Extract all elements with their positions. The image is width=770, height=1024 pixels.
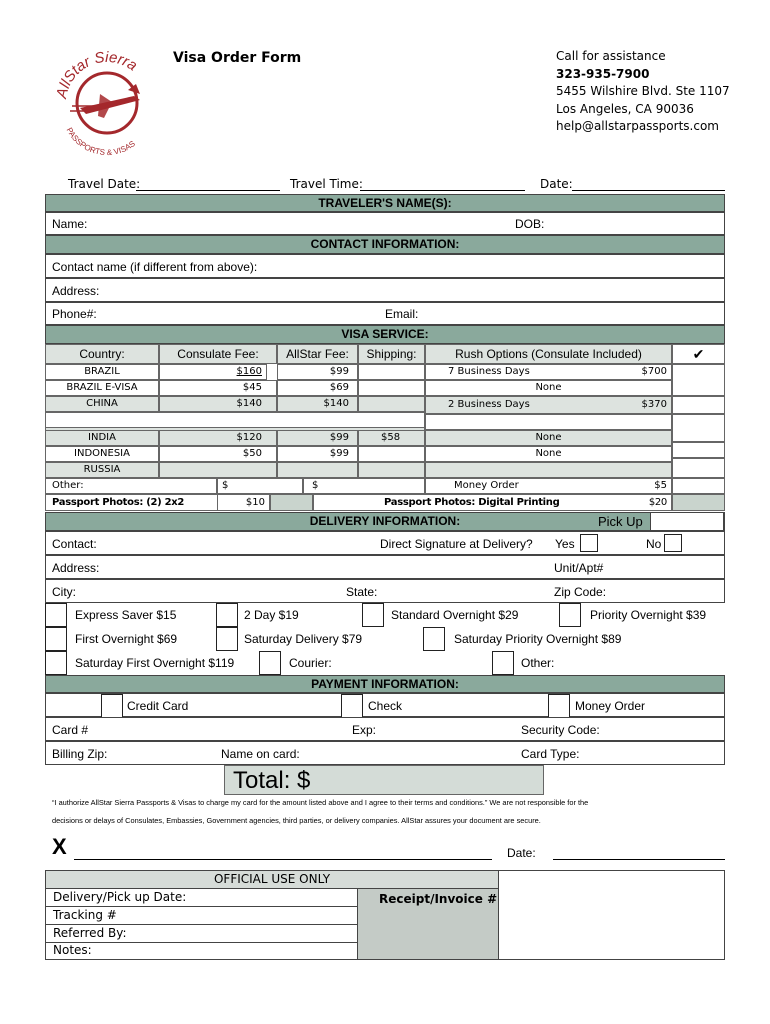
- col-check: ✔: [672, 344, 725, 364]
- official-line-notes[interactable]: Notes:: [53, 943, 92, 957]
- row-china-rush[interactable]: 2 Business Days $370: [425, 396, 672, 414]
- delivery-contact-row[interactable]: [45, 531, 725, 555]
- delivery-header: DELIVERY INFORMATION:: [45, 512, 725, 531]
- signature-label: Direct Signature at Delivery?: [380, 537, 533, 551]
- priority-overnight-checkbox[interactable]: [559, 603, 581, 627]
- contact-name-label: Contact name (if different from above):: [52, 260, 258, 274]
- svg-text:PASSPORTS & VISAS: [65, 126, 137, 157]
- express-saver-label: Express Saver $15: [75, 608, 177, 622]
- shipping-options: [45, 603, 725, 676]
- col-allstar: AllStar Fee:: [277, 344, 358, 364]
- saturday-first-checkbox[interactable]: [45, 651, 67, 675]
- row-indonesia-allstar: $99: [277, 446, 358, 462]
- assist-email[interactable]: help@allstarpassports.com: [556, 119, 719, 133]
- courier-label: Courier:: [289, 656, 332, 670]
- row-brazil-check[interactable]: [672, 364, 725, 396]
- row-brazil-allstar: $99: [277, 364, 358, 380]
- row-blank-rush: [425, 414, 672, 430]
- pickup-option[interactable]: [594, 512, 724, 531]
- money-order-label: Money Order: [575, 699, 646, 713]
- pickup-checkbox[interactable]: [650, 512, 724, 531]
- saturday-first-label: Saturday First Overnight $119: [75, 656, 235, 670]
- photos-digital-check[interactable]: [672, 494, 725, 511]
- row-russia-country: RUSSIA: [45, 462, 159, 478]
- zip-label: Zip Code:: [554, 585, 607, 599]
- signature-date-label: Date:: [507, 846, 536, 860]
- row-brazil-evisa-shipping: [358, 380, 425, 396]
- logo-text-bottom: PASSPORTS & VISAS: [64, 126, 137, 158]
- row-other-consulate[interactable]: $: [217, 478, 303, 494]
- row-china-allstar: $140: [277, 396, 358, 412]
- payment-header: PAYMENT INFORMATION:: [45, 675, 725, 693]
- contact-name-row[interactable]: [45, 254, 725, 278]
- official-line-tracking[interactable]: Tracking #: [46, 907, 357, 925]
- row-brazil-evisa-consulate: $45: [159, 380, 277, 396]
- credit-card-checkbox[interactable]: [101, 694, 123, 718]
- two-day-label: 2 Day $19: [244, 608, 299, 622]
- photos-row[interactable]: Passport Photos: (2) 2x2: [45, 494, 270, 511]
- name-label: Name:: [52, 217, 88, 231]
- saturday-delivery-label: Saturday Delivery $79: [244, 632, 363, 646]
- row-brazil-evisa-rush[interactable]: None: [425, 380, 672, 396]
- travelers-header: TRAVELER'S NAME(S):: [45, 194, 725, 212]
- email-label: Email:: [385, 307, 419, 321]
- col-rush: Rush Options (Consulate Included): [425, 344, 672, 364]
- other-delivery-label: Other:: [521, 656, 555, 670]
- yes-checkbox[interactable]: [580, 534, 598, 552]
- name-row[interactable]: [45, 212, 725, 235]
- row-brazil-rush[interactable]: 7 Business Days $700: [425, 364, 672, 380]
- row-blank-check: [672, 414, 725, 442]
- travel-time-label: Travel Time:: [290, 177, 363, 191]
- row-blank: [45, 412, 425, 428]
- row-china-country: CHINA: [45, 396, 159, 412]
- billing-row[interactable]: [45, 741, 725, 765]
- pickup-label: Pick Up: [598, 514, 643, 529]
- check-checkbox[interactable]: [341, 694, 363, 718]
- no-checkbox[interactable]: [664, 534, 682, 552]
- priority-overnight-label: Priority Overnight $39: [590, 608, 707, 622]
- express-saver-checkbox[interactable]: [45, 603, 67, 627]
- row-indonesia-consulate: $50: [159, 446, 277, 462]
- row-brazil-evisa-country: BRAZIL E-VISA: [45, 380, 159, 396]
- money-order-check[interactable]: [672, 478, 725, 494]
- delivery-city-row[interactable]: [45, 579, 725, 603]
- official-line-delivery[interactable]: Delivery/Pick up Date:: [46, 889, 357, 907]
- col-shipping: Shipping:: [358, 344, 425, 364]
- saturday-priority-checkbox[interactable]: [423, 627, 445, 651]
- state-label: State:: [346, 585, 378, 599]
- row-russia-allstar: [277, 462, 358, 478]
- col-consulate: Consulate Fee:: [159, 344, 277, 364]
- dob-label: DOB:: [515, 217, 545, 231]
- row-india-rush[interactable]: None: [425, 430, 672, 446]
- row-india-consulate: $120: [159, 430, 277, 446]
- signature-x: X: [52, 834, 67, 859]
- official-header: OFFICIAL USE ONLY: [46, 871, 498, 889]
- credit-card-label: Credit Card: [127, 699, 189, 713]
- assist-label: Call for assistance: [556, 49, 666, 63]
- official-use-box: [45, 870, 725, 960]
- delivery-contact-label: Contact:: [52, 537, 97, 551]
- row-brazil-evisa-allstar: $69: [277, 380, 358, 396]
- first-overnight-label: First Overnight $69: [75, 632, 178, 646]
- row-russia-consulate: [159, 462, 277, 478]
- authorization-line-2: decisions or delays of Consulates, Embassies, Government agencies, third parties, or delivery companies. AllStar assures your document are secure.: [52, 816, 541, 825]
- row-china-shipping: [358, 396, 425, 412]
- contact-header: CONTACT INFORMATION:: [45, 235, 725, 254]
- row-brazil-consulate: $160: [159, 364, 267, 380]
- money-order-checkbox[interactable]: [548, 694, 570, 718]
- date-label: Date:: [540, 177, 573, 191]
- row-china-consulate: $140: [159, 396, 277, 412]
- total-label: Total: $: [233, 767, 311, 794]
- travel-date-label: Travel Date:: [68, 177, 141, 191]
- billing-zip-label: Billing Zip:: [52, 747, 108, 761]
- photos-digital-row[interactable]: Passport Photos: Digital Printing $20: [313, 494, 672, 511]
- no-label: No: [646, 537, 662, 551]
- address-label: Address:: [52, 284, 100, 298]
- form-title: Visa Order Form: [173, 50, 302, 66]
- receipt-label: Receipt/Invoice #: [379, 892, 498, 906]
- visa-table: [45, 344, 725, 512]
- money-order-row[interactable]: Money Order $5: [425, 478, 672, 494]
- delivery-address-label: Address:: [52, 561, 100, 575]
- unit-label: Unit/Apt#: [554, 561, 604, 575]
- name-on-card-label: Name on card:: [221, 747, 300, 761]
- official-divider: [498, 871, 499, 959]
- photos-check[interactable]: [270, 494, 313, 511]
- card-type-label: Card Type:: [521, 747, 580, 761]
- first-overnight-checkbox[interactable]: [45, 627, 67, 651]
- two-day-checkbox[interactable]: [216, 603, 238, 627]
- assist-phone[interactable]: 323-935-7900: [556, 66, 650, 81]
- company-logo: [52, 48, 162, 158]
- exp-label: Exp:: [352, 723, 377, 737]
- total-box[interactable]: [224, 765, 544, 795]
- row-india-allstar: $99: [277, 430, 358, 446]
- card-number-label: Card #: [52, 723, 89, 737]
- standard-overnight-checkbox[interactable]: [362, 603, 384, 627]
- photos-price: $10: [217, 494, 270, 511]
- saturday-priority-label: Saturday Priority Overnight $89: [454, 632, 622, 646]
- row-other-country[interactable]: Other:: [45, 478, 217, 494]
- city-label: City:: [52, 585, 76, 599]
- signature-field[interactable]: [74, 859, 492, 860]
- check-label: Check: [368, 699, 403, 713]
- delivery-address-row[interactable]: [45, 555, 725, 579]
- row-india-country: INDIA: [45, 430, 159, 446]
- row-other-allstar[interactable]: $: [303, 478, 425, 494]
- logo-text-top: AllStar Sierra: [53, 48, 141, 100]
- row-china-check[interactable]: [672, 396, 725, 414]
- travel-time-field[interactable]: [360, 190, 525, 191]
- row-india-shipping: $58: [358, 430, 425, 446]
- travel-date-field[interactable]: [136, 190, 280, 191]
- yes-label: Yes: [555, 537, 575, 551]
- assistance-block: [556, 48, 730, 136]
- receipt-cell[interactable]: [357, 889, 498, 959]
- row-brazil-shipping: [358, 364, 425, 380]
- saturday-delivery-checkbox[interactable]: [216, 627, 238, 651]
- assist-city: Los Angeles, CA 90036: [556, 101, 694, 116]
- date-field[interactable]: [572, 190, 725, 191]
- courier-checkbox[interactable]: [259, 651, 281, 675]
- address-row[interactable]: [45, 278, 725, 302]
- row-india-check[interactable]: [672, 442, 725, 458]
- row-brazil-country: BRAZIL: [45, 364, 159, 380]
- col-country: Country:: [45, 344, 159, 364]
- row-russia-check[interactable]: [672, 458, 725, 478]
- visa-header: VISA SERVICE:: [45, 325, 725, 344]
- card-row[interactable]: [45, 717, 725, 741]
- other-delivery-checkbox[interactable]: [492, 651, 514, 675]
- payment-method-row: [45, 693, 725, 717]
- signature-date-field[interactable]: [553, 859, 725, 860]
- row-russia-shipping: [358, 462, 425, 478]
- security-code-label: Security Code:: [521, 723, 600, 737]
- row-indonesia-shipping: [358, 446, 425, 462]
- phone-label: Phone#:: [52, 307, 97, 321]
- phone-row[interactable]: [45, 302, 725, 325]
- row-indonesia-rush[interactable]: None: [425, 446, 672, 462]
- assist-street: 5455 Wilshire Blvd. Ste 1107: [556, 84, 730, 98]
- row-indonesia-country: INDONESIA: [45, 446, 159, 462]
- authorization-line-1: “I authorize AllStar Sierra Passports & Visas to charge my card for the amount listed above and I agree to their terms and conditions.” We are not responsible for the: [52, 798, 589, 807]
- row-russia-rush[interactable]: [425, 462, 672, 478]
- standard-overnight-label: Standard Overnight $29: [391, 608, 519, 622]
- official-line-referred[interactable]: Referred By:: [46, 925, 357, 943]
